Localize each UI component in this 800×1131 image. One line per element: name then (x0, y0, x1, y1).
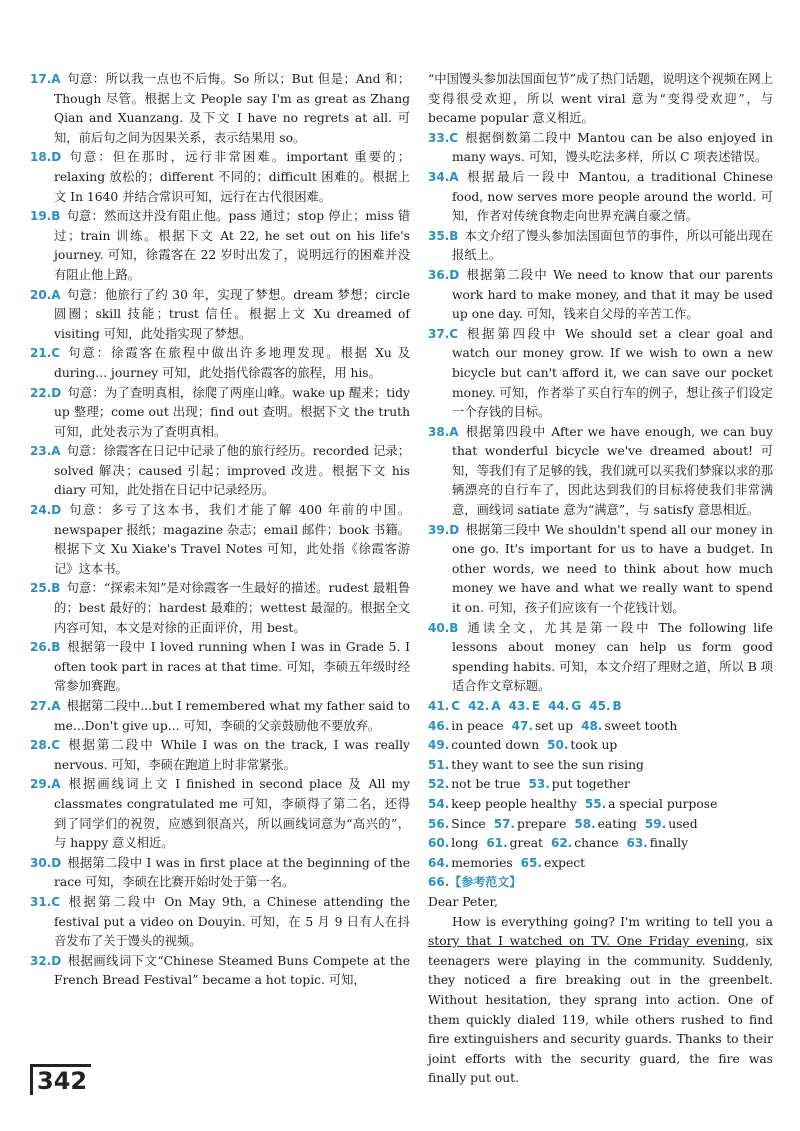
short-answer-value: put together (551, 777, 630, 792)
question-number: 36. (428, 267, 450, 282)
question-number: 29. (30, 777, 52, 792)
explanation-text: 句意：为了查明真相，徐爬了两座山峰。wake up 醒来；tidy up 整理；come out 出现；find out 查明。根据下文 the truth 可知，此处表示为了查明真相。 (54, 385, 410, 439)
answer-letter: C (51, 894, 61, 909)
short-answer-value: they want to see the sun rising (451, 757, 644, 772)
right-explanations (428, 70, 773, 697)
short-answer-number: 45. (589, 699, 611, 713)
short-answer-number: 43. (508, 699, 530, 713)
question-number: 18. (30, 150, 52, 165)
essay-underlined-text: story that I watched on TV. One Friday evening (428, 934, 746, 949)
short-answer-number: 54. (428, 796, 450, 811)
short-answer-number: 51. (428, 757, 450, 772)
question-number: 31. (30, 894, 52, 909)
explanation-text: 句意：多亏了这本书，我们才能了解 400 年前的中国。newspaper 报纸；magazine 杂志；email 邮件；book 书籍。根据下文 Xu Xiake's Travel Notes 可知，此处指《徐霞客游记》这本书。 (54, 503, 410, 576)
short-answer-number: 57. (493, 816, 515, 831)
explanation-entry (428, 423, 773, 521)
explanation-text: 根据第四段中 We should set a clear goal and watch our money grow. If we wish to own a new bicycle but can't afford it, we can save our pocket money. 可知，作者举了买自行车的例子，想让孩子们设定一个存钱的目标。 (452, 326, 773, 420)
question-number: 28. (30, 738, 52, 753)
question-number: 21. (30, 346, 52, 361)
explanation-entry (428, 168, 773, 227)
question-number: 40. (428, 620, 450, 635)
answer-letter: A (449, 169, 459, 184)
explanation-text: 句意：所以我一点也不后悔。So 所以；But 但是；And 和；Though 尽管。根据上文 People say I'm as great as Zhang Qian and Xuanzang. 及下文 I have no regrets at all. 可知，前后句之间为因果关系，表示结果用 so。 (54, 72, 410, 145)
question-number: 23. (30, 444, 52, 459)
short-answer-value: Since (451, 816, 486, 831)
question-number: 34. (428, 169, 450, 184)
question-number: 24. (30, 503, 52, 518)
short-answer-number: 41. (428, 699, 450, 713)
right-column (428, 70, 773, 1089)
left-column (30, 70, 410, 991)
short-answer-value: prepare (516, 816, 567, 831)
short-answer-number: 56. (428, 816, 450, 831)
answer-letter: D (51, 953, 62, 968)
explanation-entry (30, 148, 410, 207)
explanation-entry (30, 286, 410, 345)
essay-label: 【参考范文】 (449, 875, 522, 890)
explanation-entry (428, 70, 773, 129)
short-answer-number: 65. (520, 855, 542, 870)
answer-letter: A (51, 444, 61, 459)
short-answer-number: 62. (550, 836, 573, 851)
short-answer-number: 58. (574, 816, 596, 831)
explanation-entry (30, 501, 410, 579)
short-answer-number: 48. (581, 718, 603, 733)
short-answer-number: 55. (584, 796, 607, 811)
explanation-entry (428, 227, 773, 266)
short-answer-row (428, 756, 773, 776)
essay-heading (428, 873, 773, 893)
short-answer-row (428, 736, 773, 756)
essay-body-part-2: , six teenagers were playing in the community. Suddenly, they noticed a fire breaking out in the greenbelt. Without hesitation, they sprang into action. One of them quickly dialed 119, while others rushed to find fire extinguishers and security guards. Thanks to their joint efforts with the security guard, the fire was finally put out. (428, 934, 773, 1086)
short-answer-value: G (571, 699, 582, 713)
short-answer-number: 50. (547, 738, 569, 753)
short-answer-number: 47. (511, 718, 533, 733)
short-answer-value: expect (543, 855, 586, 870)
short-answer-number: 42. (468, 699, 490, 713)
answer-letter: A (51, 72, 61, 86)
answer-letter: C (51, 738, 61, 753)
question-number: 39. (428, 522, 450, 537)
short-answer-value: counted down (451, 738, 540, 753)
question-number: 26. (30, 640, 52, 655)
short-answer-number: 52. (428, 777, 450, 792)
explanation-entry (30, 854, 410, 893)
question-number: 35. (428, 228, 450, 243)
short-answer-list (428, 697, 773, 873)
short-answer-value: C (451, 699, 461, 713)
short-answer-row (428, 717, 773, 737)
page-number-box (30, 1064, 91, 1095)
essay-greeting: Dear Peter, (428, 894, 498, 909)
short-answer-number: 53. (528, 777, 550, 792)
explanation-text: 本文介绍了馒头参加法国面包节的事件，所以可能出现在报纸上。 (452, 228, 773, 263)
short-answer-value: memories (451, 855, 513, 870)
explanation-entry (428, 521, 773, 619)
question-number: 22. (30, 385, 52, 400)
answer-letter: D (51, 855, 62, 870)
short-answer-row (428, 854, 773, 874)
short-answer-value: B (612, 699, 622, 713)
explanation-text: 句意：但在那时，远行非常困难。important 重要的；relaxing 放松的；different 不同的；difficult 困难的。根据上文 In 1640 并结合常识可知，远行在古代很困难。 (54, 150, 410, 204)
question-number: 20. (30, 287, 52, 302)
answer-letter: B (51, 581, 61, 596)
explanation-text: 根据第二段中...but I remembered what my father said to me...Don't give up... 可知，李硕的父亲鼓励他不要放弃。 (54, 699, 410, 733)
explanation-entry (30, 952, 410, 991)
explanation-entry (30, 207, 410, 285)
explanation-text: 根据画线词下文“Chinese Steamed Buns Compete at the French Bread Festival” became a hot topic. 可知， (54, 953, 410, 988)
short-answer-value: sweet tooth (604, 718, 678, 733)
short-answer-value: A (491, 699, 501, 713)
short-answer-row (428, 795, 773, 815)
explanation-entry (30, 70, 410, 148)
explanation-entry (30, 775, 410, 853)
short-answer-number: 59. (644, 816, 667, 831)
explanation-text: 根据第二段中 On May 9th, a Chinese attending the festival put a video on Douyin. 可知，在 5 月 9 日有人在抖音发布了关于馒头的视频。 (54, 894, 410, 949)
explanation-entry (30, 893, 410, 952)
short-answer-value: in peace (451, 718, 504, 733)
answer-letter: B (449, 228, 459, 243)
short-answer-value: great (509, 836, 543, 851)
answer-letter: C (51, 346, 61, 361)
short-answer-value: eating (597, 816, 637, 831)
short-answer-value: used (668, 816, 698, 831)
explanation-text: 根据倒数第二段中 Mantou can be also enjoyed in many ways. 可知，馒头吃法多样，所以 C 项表述错误。 (452, 130, 773, 165)
short-answer-value: finally (649, 836, 689, 851)
answer-letter: D (51, 503, 62, 518)
explanation-text: 句意：然而这并没有阻止他。pass 通过；stop 停止；miss 错过；train 训练。根据下文 At 22, he set out on his life's journey. 可知，徐霞客在 22 岁时出发了，说明远行的困难并没有阻止他上路。 (54, 209, 410, 282)
explanation-entry (30, 579, 410, 638)
short-answer-number: 44. (548, 699, 570, 713)
question-number: 33. (428, 130, 450, 145)
question-number: 38. (428, 424, 450, 439)
explanation-text: 句意：徐霞客在旅程中做出许多地理发现。根据 Xu 及 during... journey 可知，此处指代徐霞客的旅程，用 his。 (54, 346, 410, 380)
short-answer-value: a special purpose (608, 796, 718, 811)
short-answer-value: not be true (451, 777, 521, 792)
short-answer-value: keep people healthy (451, 796, 577, 811)
explanation-text: 根据画线词上文 I finished in second place 及 All my classmates congratulated me 可知，李硕得了第二名，还得到了同学们的祝贺，应感到很高兴，所以画线词意为“高兴的”，与 happy 意义相近。 (54, 777, 410, 851)
answer-letter: B (51, 209, 61, 224)
explanation-text: 根据第二段中 While I was on the track, I was really nervous. 可知，李硕在跑道上时非常紧张。 (54, 738, 410, 772)
short-answer-row (428, 834, 773, 854)
answer-letter: C (449, 326, 459, 341)
explanation-text: 句意：徐霞客在日记中记录了他的旅行经历。recorded 记录；solved 解决；caused 引起；improved 改进。根据下文 his diary 可知，此处指在日记中记录经历。 (54, 444, 410, 498)
explanation-text: 句意：“探索未知”是对徐霞客一生最好的描述。rudest 最粗鲁的；best 最好的；hardest 最难的；wettest 最湿的。根据全文内容可知，本文是对徐的正面评价，用 best。 (54, 581, 410, 635)
short-answer-number: 64. (428, 855, 450, 870)
short-answer-number: 49. (428, 738, 450, 753)
short-answer-value: chance (574, 836, 619, 851)
question-number: 37. (428, 326, 450, 341)
short-answer-number: 63. (626, 836, 648, 851)
explanation-entry (30, 442, 410, 501)
short-answer-number: 46. (428, 718, 450, 733)
answer-letter: A (51, 699, 61, 713)
short-answer-number: 61. (486, 836, 508, 851)
short-answer-value: long (451, 836, 479, 851)
explanation-text: 根据第一段中 I loved running when I was in Grade 5. I often took part in races at that time. 可知，李硕五年级时经常参加赛跑。 (54, 640, 410, 694)
question-number: 27. (30, 699, 52, 713)
explanation-entry (30, 344, 410, 383)
answer-letter: D (449, 522, 460, 537)
explanation-entry (428, 266, 773, 325)
explanation-text: 根据第四段中 After we have enough, we can buy that wonderful bicycle we've dreamed about! 可知，等我们有了足够的钱，我们就可以买我们梦寐以求的那辆漂亮的自行车了，因此达到我们的目标将使我们非常满意，画线词 satiate 意为“满意”，与 satisfy 意思相近。 (452, 424, 773, 518)
answer-letter: B (449, 620, 459, 635)
answer-letter: B (51, 640, 61, 655)
short-answer-value: set up (534, 718, 574, 733)
explanation-text: 句意：他旅行了约 30 年，实现了梦想。dream 梦想；circle 圆圈；skill 技能；trust 信任。根据上文 Xu dreamed of visiting 可知，此处指实现了梦想。 (54, 287, 410, 341)
explanation-text: 根据最后一段中 Mantou, a traditional Chinese food, now serves more people around the world. 可知，作者对传统食物走向世界充满自豪之情。 (452, 169, 773, 224)
short-answer-row (428, 697, 773, 717)
explanation-entry (30, 697, 410, 736)
question-number: 30. (30, 855, 52, 870)
essay-section (428, 873, 773, 1089)
short-answer-value: took up (570, 738, 618, 753)
answer-letter: D (51, 150, 62, 165)
explanation-text: 根据第二段中 We need to know that our parents work hard to make money, and that it may be used up one day. 可知，钱来自父母的辛苦工作。 (452, 267, 773, 322)
answer-letter: D (449, 267, 460, 282)
explanation-text: 根据第三段中 We shouldn't spend all our money in one go. It's important for us to have a budget. In other words, we need to think about how much money we have and what we really want to spend it on. 可知，孩子们应该有一个花钱计划。 (452, 522, 773, 616)
explanation-entry (428, 619, 773, 697)
explanation-entry (428, 325, 773, 423)
short-answer-number: 60. (428, 836, 450, 851)
answer-letter: A (51, 777, 61, 792)
short-answer-row (428, 815, 773, 835)
explanation-text: “中国馒头参加法国面包节”成了热门话题，说明这个视频在网上变得很受欢迎，所以 went viral 意为“变得受欢迎”，与 became popular 意义相近。 (428, 72, 773, 126)
question-number: 17. (30, 72, 52, 86)
explanation-entry (30, 736, 410, 775)
short-answer-row (428, 775, 773, 795)
explanation-text: 根据第二段中 I was in first place at the beginning of the race 可知，李硕在比赛开始时处于第一名。 (54, 855, 410, 890)
explanation-text: 通读全文，尤其是第一段中 The following life lessons about money can help us form good spending habits. 可知，本文介绍了理财之道，所以 B 项适合作文章标题。 (452, 620, 773, 694)
explanation-entry (30, 384, 410, 443)
question-number: 19. (30, 209, 52, 224)
explanation-entry (30, 638, 410, 697)
answer-letter: D (51, 385, 62, 400)
page-number: 342 (37, 1067, 88, 1095)
answer-letter: A (51, 287, 61, 302)
essay-body-part-1: How is everything going? I'm writing to tell you a (452, 914, 773, 929)
explanation-entry (428, 129, 773, 168)
question-number: 32. (30, 953, 52, 968)
answer-letter: C (449, 130, 459, 145)
essay-body (428, 913, 773, 1089)
short-answer-value: E (531, 699, 541, 713)
essay-number: 66. (428, 875, 450, 890)
answer-letter: A (449, 424, 459, 439)
question-number: 25. (30, 581, 52, 596)
